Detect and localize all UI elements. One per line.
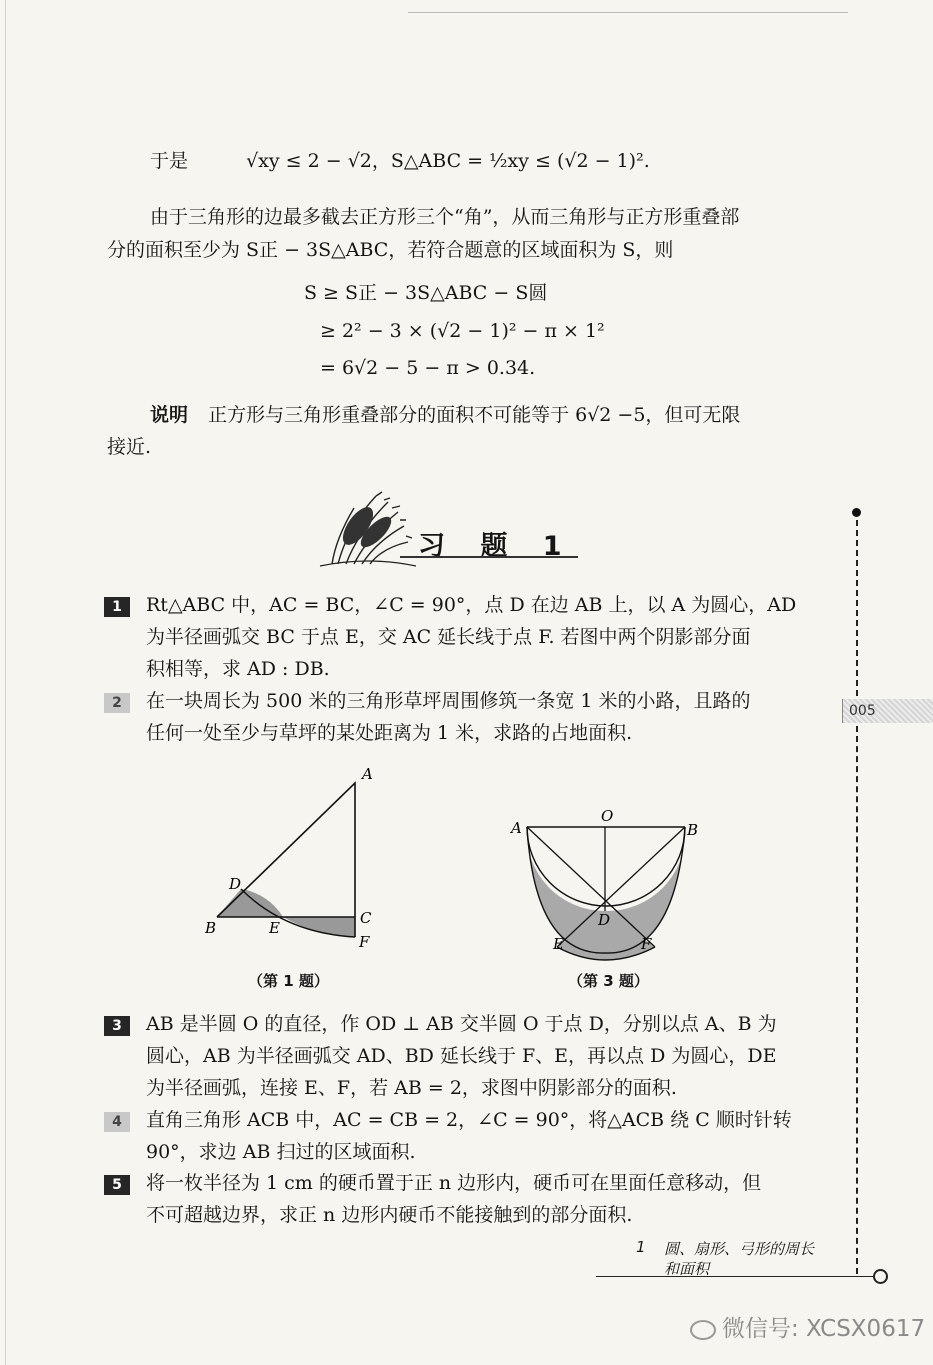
question-number-2: 2 bbox=[104, 693, 130, 713]
question-4-line-1: 直角三角形 ACB 中，AC = CB = 2，∠C = 90°，将△ACB 绕 C 顺时针转 bbox=[146, 1109, 792, 1131]
fig3-label-d: D bbox=[598, 911, 611, 929]
footer-chapter-title-2: 和面积 bbox=[664, 1260, 710, 1278]
figure-3-diagram bbox=[505, 805, 705, 965]
fig1-label-e: E bbox=[269, 919, 280, 937]
page-number-badge: 005 bbox=[842, 699, 933, 723]
figure-3-caption: （第 3 题） bbox=[568, 972, 649, 990]
page-edge-line bbox=[5, 0, 6, 1365]
margin-dashed-line-lower bbox=[856, 726, 858, 1274]
question-number-3: 3 bbox=[104, 1016, 130, 1036]
reed-ornament-icon bbox=[318, 486, 418, 572]
fig3-label-o: O bbox=[601, 807, 614, 825]
note-text-b: 接近. bbox=[107, 436, 152, 458]
note-text-a: 正方形与三角形重叠部分的面积不可能等于 6√2 −5，但可无限 bbox=[208, 404, 741, 426]
margin-dashed-line-upper bbox=[856, 520, 858, 696]
fig3-label-a: A bbox=[511, 819, 522, 837]
question-3-line-3: 为半径画弧，连接 E、F，若 AB = 2，求图中阴影部分的面积. bbox=[146, 1077, 677, 1099]
inequality-line-2: ≥ 2² − 3 × (√2 − 1)² − π × 1² bbox=[320, 320, 605, 342]
footer-chapter-title-1: 圆、扇形、弓形的周长 bbox=[664, 1240, 815, 1258]
figure-1-diagram bbox=[195, 765, 385, 955]
fig3-label-e: E bbox=[553, 935, 564, 953]
section-title: 习 题 1 bbox=[418, 531, 575, 562]
section-underline bbox=[400, 556, 578, 558]
note-line-a bbox=[150, 402, 740, 428]
question-3-line-2: 圆心，AB 为半径画弧交 AD、BD 延长线于 F、E，再以点 D 为圆心，DE bbox=[146, 1045, 777, 1067]
question-2-line-2: 任何一处至少与草坪的某处距离为 1 米，求路的占地面积. bbox=[146, 722, 633, 744]
fig3-label-f: F bbox=[641, 935, 652, 953]
fig1-label-b: B bbox=[205, 919, 217, 937]
question-number-1: 1 bbox=[104, 597, 130, 617]
question-3-line-1: AB 是半圆 O 的直径，作 OD ⊥ AB 交半圆 O 于点 D，分别以点 A、B 为 bbox=[146, 1013, 777, 1035]
inequality-line-3: = 6√2 − 5 − π > 0.34. bbox=[320, 357, 536, 379]
question-5-line-2: 不可超越边界，求正 n 边形内硬币不能接触到的部分面积. bbox=[146, 1204, 633, 1226]
question-number-4: 4 bbox=[104, 1112, 130, 1132]
figure-1-caption: （第 1 题） bbox=[248, 972, 329, 990]
question-number-5: 5 bbox=[104, 1175, 130, 1195]
watermark-text: 微信号: XCSX0617 bbox=[722, 1316, 926, 1342]
inequality-line-1: S ≥ S正 − 3S△ABC − S圆 bbox=[304, 282, 548, 304]
footer-rule bbox=[596, 1276, 874, 1277]
question-5-line-1: 将一枚半径为 1 cm 的硬币置于正 n 边形内，硬币可在里面任意移动，但 bbox=[146, 1172, 762, 1194]
note-label: 说明 bbox=[150, 404, 189, 426]
question-1-line-3: 积相等，求 AD : DB. bbox=[146, 658, 330, 680]
proof-prefix: 于是 bbox=[150, 150, 189, 172]
proof-paragraph-line-b: 分的面积至少为 S正 − 3S△ABC，若符合题意的区域面积为 S，则 bbox=[107, 239, 674, 261]
question-1-line-1: Rt△ABC 中，AC = BC，∠C = 90°，点 D 在边 AB 上，以 A 为圆心，AD bbox=[146, 594, 797, 616]
question-2-line-1: 在一块周长为 500 米的三角形草坪周围修筑一条宽 1 米的小路，且路的 bbox=[146, 690, 751, 712]
fig1-label-a: A bbox=[362, 765, 373, 783]
margin-dot-icon bbox=[852, 508, 861, 517]
question-1-line-2: 为半径画弧交 BC 于点 E，交 AC 延长线于点 F. 若图中两个阴影部分面 bbox=[146, 626, 751, 648]
proof-math-1: √xy ≤ 2 − √2，S△ABC = ½xy ≤ (√2 − 1)². bbox=[246, 150, 650, 172]
footer-ring-icon bbox=[873, 1269, 888, 1284]
proof-paragraph-line-a: 由于三角形的边最多截去正方形三个“角”，从而三角形与正方形重叠部 bbox=[150, 206, 740, 228]
question-4-line-2: 90°，求边 AB 扫过的区域面积. bbox=[146, 1141, 416, 1163]
footer-chapter-number: 1 bbox=[636, 1238, 646, 1256]
fig1-label-d: D bbox=[229, 875, 242, 893]
fig1-label-f: F bbox=[359, 933, 370, 951]
header-rule bbox=[408, 12, 848, 13]
wechat-icon bbox=[690, 1320, 716, 1340]
fig3-label-b: B bbox=[687, 821, 699, 839]
watermark bbox=[690, 1310, 925, 1343]
fig1-label-c: C bbox=[360, 909, 372, 927]
proof-line-1 bbox=[150, 148, 650, 174]
